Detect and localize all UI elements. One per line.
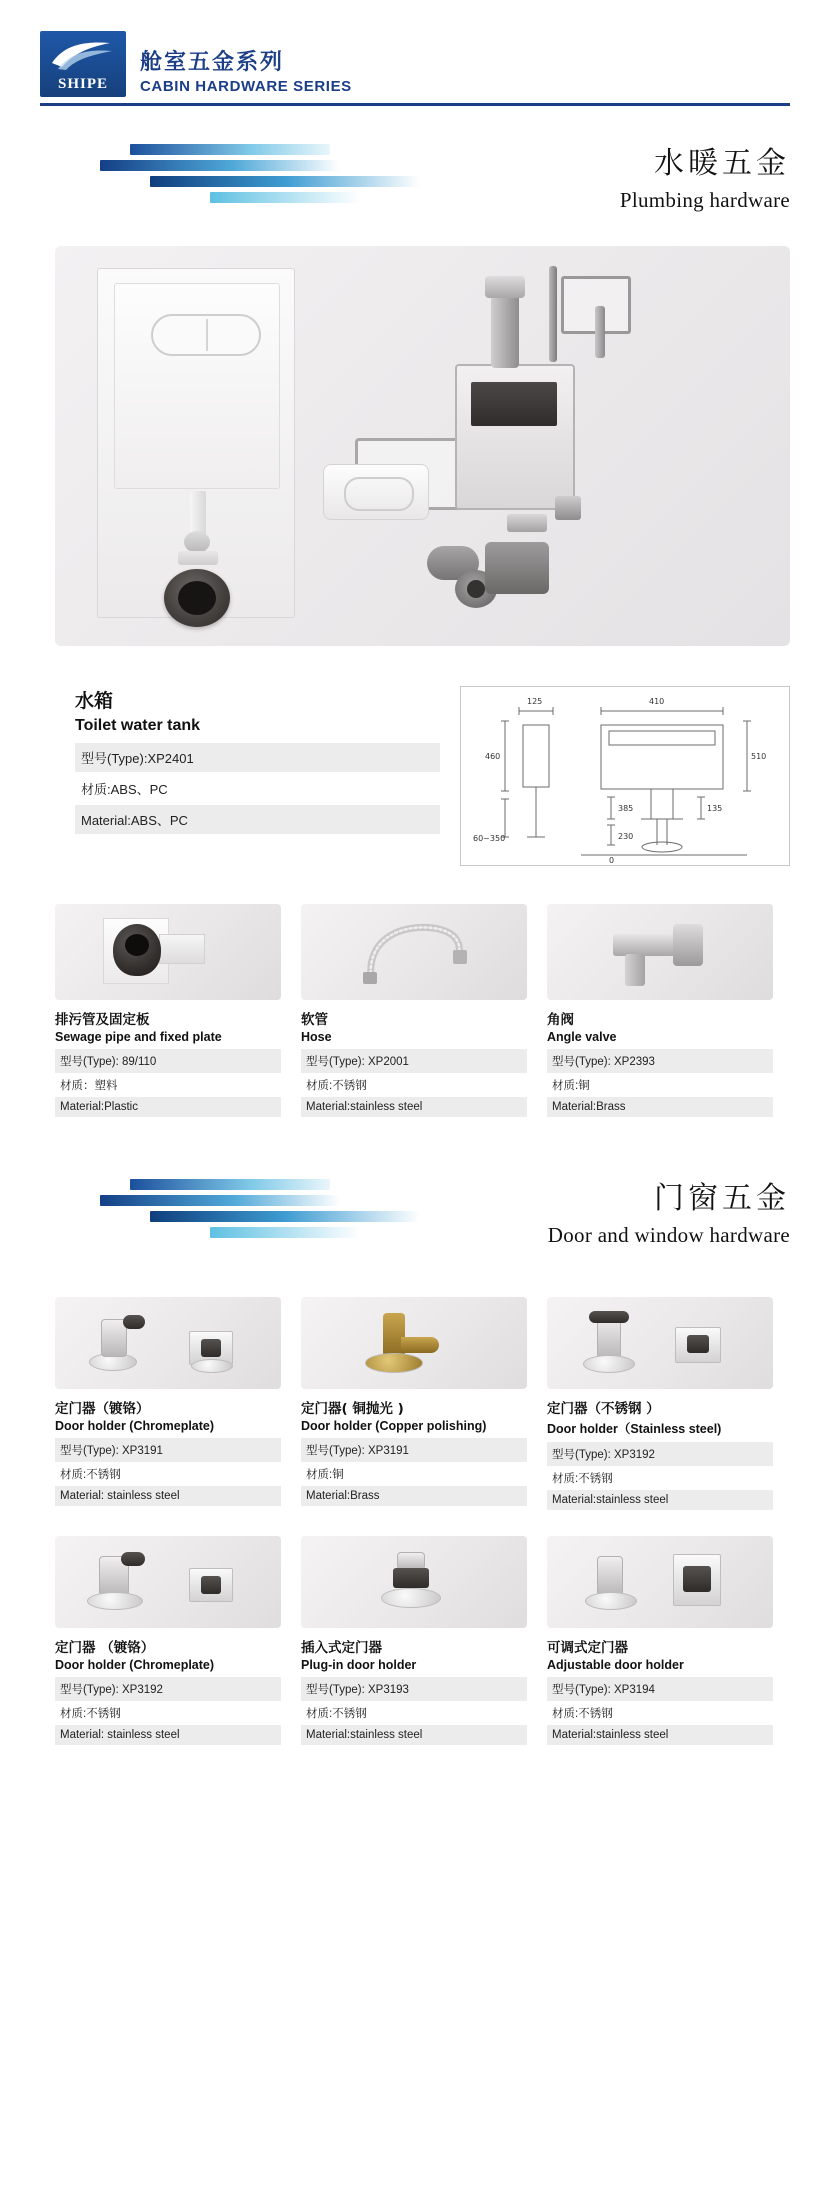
product-material-cn: 材质:铜 xyxy=(552,1080,590,1092)
product-name-cn: 排污管及固定板 xyxy=(55,1012,150,1028)
product-material-cn: 材质：塑料 xyxy=(60,1080,118,1092)
product-material-cn: 材质:不锈钢 xyxy=(60,1708,121,1720)
product-name-en: Angle valve xyxy=(547,1030,617,1044)
hose-art xyxy=(359,920,469,986)
flush-plate-art xyxy=(151,314,261,356)
catalog-page xyxy=(0,28,830,2196)
product-material-cn: 材质:不锈钢 xyxy=(60,1469,121,1481)
product-type: 型号(Type): XP2001 xyxy=(301,1049,527,1073)
cistern-inner-art xyxy=(114,283,280,489)
tank-info xyxy=(40,686,440,836)
product-name-cn: 定门器（镀铬） xyxy=(55,1401,150,1417)
product-card xyxy=(301,1297,527,1510)
section-title-cn: 水暖五金 xyxy=(654,146,790,181)
tank-technical-drawing xyxy=(460,686,790,866)
dim-125: 125 xyxy=(527,697,543,706)
product-name-cn: 定门器（不锈钢 ） xyxy=(547,1401,660,1417)
dim-385: 385 xyxy=(618,804,634,813)
product-image-door-holder-brass xyxy=(301,1297,527,1389)
drawing-svg xyxy=(461,687,789,865)
brass-lever-art xyxy=(401,1337,439,1353)
tank-name-en: Toilet water tank xyxy=(75,717,201,734)
adjustable-body-art xyxy=(597,1556,623,1596)
product-name-en: Sewage pipe and fixed plate xyxy=(55,1030,222,1044)
chrome-catch-slot-art xyxy=(201,1576,221,1594)
bar-1 xyxy=(130,1179,330,1190)
product-name-en: Door holder (Chromeplate) xyxy=(55,1658,215,1672)
section-title-cn: 门窗五金 xyxy=(654,1181,790,1216)
valve-stem-art xyxy=(625,954,645,986)
product-name-cn: 定门器( 铜抛光 ) xyxy=(301,1401,404,1417)
product-card xyxy=(55,904,281,1117)
product-image-plugin-holder xyxy=(301,1536,527,1628)
tank-material-cn: 材质:ABS、PC xyxy=(81,782,168,797)
steel-base-art xyxy=(583,1355,635,1373)
product-name-cn: 可调式定门器 xyxy=(547,1640,628,1656)
tank-type: 型号(Type):XP2401 xyxy=(75,743,440,772)
bar-2 xyxy=(100,160,340,171)
product-type: 型号(Type): 89/110 xyxy=(55,1049,281,1073)
section-title-door xyxy=(548,1173,790,1248)
decorative-bars xyxy=(60,144,420,208)
page-header xyxy=(40,28,790,106)
product-name-en: Door holder (Chromeplate) xyxy=(55,1419,215,1433)
product-image-sewage xyxy=(55,904,281,1000)
plugin-base-art xyxy=(381,1588,441,1608)
dim-0: 0 xyxy=(609,856,615,865)
product-material-en: Material:stainless steel xyxy=(301,1725,527,1745)
product-material-cn: 材质:铜 xyxy=(306,1469,344,1481)
product-name-cn: 插入式定门器 xyxy=(301,1640,382,1656)
catch-base-art xyxy=(191,1359,233,1373)
product-type: 型号(Type): XP3193 xyxy=(301,1677,527,1701)
section-title-en: Door and window hardware xyxy=(547,1223,790,1247)
product-name-en: Door holder (Copper polishing) xyxy=(301,1419,487,1433)
sewage-tube-art xyxy=(159,934,205,964)
product-material-en: Material:Brass xyxy=(301,1486,527,1506)
product-material-en: Material: stainless steel xyxy=(55,1486,281,1506)
chrome-base-art xyxy=(87,1592,143,1610)
product-type: 型号(Type): XP3191 xyxy=(301,1438,527,1462)
product-image-valve xyxy=(547,904,773,1000)
product-name-en: Hose xyxy=(301,1030,332,1044)
nut-art xyxy=(555,496,581,520)
product-type: 型号(Type): XP2393 xyxy=(547,1049,773,1073)
door-product-grid-row1 xyxy=(55,1297,790,1510)
section-banner-door xyxy=(40,1171,790,1263)
logo-text: SHIPE xyxy=(57,76,108,92)
valve-head-art xyxy=(673,924,703,966)
panel-plate-art xyxy=(323,464,429,520)
coupler-art xyxy=(507,514,547,532)
header-title-en: CABIN HARDWARE SERIES xyxy=(140,78,352,95)
brass-base-art xyxy=(365,1353,423,1373)
dim-60-350: 60~350 xyxy=(473,834,506,843)
tank-material-en: Material:ABS、PC xyxy=(75,805,440,834)
cistern-frame-art xyxy=(97,268,295,618)
adjustable-base-art xyxy=(585,1592,637,1610)
product-type: 型号(Type): XP3192 xyxy=(55,1677,281,1701)
product-material-en: Material:stainless steel xyxy=(547,1490,773,1510)
product-name-en: Adjustable door holder xyxy=(547,1658,684,1672)
product-name-cn: 角阀 xyxy=(547,1012,574,1028)
tank-name-cn: 水箱 xyxy=(75,690,114,712)
rod-b-art xyxy=(595,306,605,358)
hero-product-image xyxy=(55,246,790,646)
product-image-hose xyxy=(301,904,527,1000)
section-banner-plumbing xyxy=(40,136,790,228)
product-image-door-holder-chrome-2 xyxy=(55,1536,281,1628)
product-material-cn: 材质:不锈钢 xyxy=(552,1473,613,1485)
company-logo xyxy=(40,31,126,97)
catch-slot-art xyxy=(201,1339,221,1357)
door-product-grid-row2 xyxy=(55,1536,790,1745)
product-material-en: Material: stainless steel xyxy=(55,1725,281,1745)
mechanism-box-art xyxy=(455,364,575,510)
dim-460: 460 xyxy=(485,752,501,761)
dim-510: 510 xyxy=(751,752,767,761)
big-pipe-art xyxy=(485,542,549,594)
product-card xyxy=(301,904,527,1117)
header-title-cn: 舱室五金系列 xyxy=(140,49,285,75)
steel-top-art xyxy=(589,1311,629,1323)
product-image-adjustable-holder xyxy=(547,1536,773,1628)
decorative-bars-2 xyxy=(60,1179,420,1243)
product-material-cn: 材质:不锈钢 xyxy=(306,1080,367,1092)
product-card xyxy=(55,1297,281,1510)
product-card xyxy=(547,1297,773,1510)
product-material-en: Material:Plastic xyxy=(55,1097,281,1117)
bar-3 xyxy=(150,176,420,187)
cistern-outlet-art xyxy=(164,569,230,627)
product-name-cn: 软管 xyxy=(301,1012,328,1028)
bar-4 xyxy=(210,192,360,203)
tank-section xyxy=(40,686,790,866)
lever-art xyxy=(123,1315,145,1329)
product-card xyxy=(55,1536,281,1745)
product-material-en: Material:stainless steel xyxy=(547,1725,773,1745)
bar-4 xyxy=(210,1227,360,1238)
chrome-lever-art xyxy=(121,1552,145,1566)
product-name-en: Plug-in door holder xyxy=(301,1658,417,1672)
section-title-plumbing xyxy=(620,138,790,213)
section-title-en: Plumbing hardware xyxy=(619,188,790,212)
product-type: 型号(Type): XP3191 xyxy=(55,1438,281,1462)
cistern-hole-art xyxy=(184,531,210,553)
product-image-door-holder-steel xyxy=(547,1297,773,1389)
steel-catch-slot-art xyxy=(687,1335,709,1353)
product-name-cn: 定门器 （镀铬） xyxy=(55,1640,155,1656)
product-card xyxy=(547,1536,773,1745)
dim-230: 230 xyxy=(618,832,634,841)
product-type: 型号(Type): XP3194 xyxy=(547,1677,773,1701)
product-type: 型号(Type): XP3192 xyxy=(547,1442,773,1466)
bar-2 xyxy=(100,1195,340,1206)
sewage-cone-art xyxy=(113,924,161,976)
adjustable-catch-slot-art xyxy=(683,1566,711,1592)
bar-3 xyxy=(150,1211,420,1222)
fill-valve-art xyxy=(491,294,519,368)
rod-a-art xyxy=(549,266,557,362)
header-titles xyxy=(140,49,352,98)
product-material-cn: 材质:不锈钢 xyxy=(552,1708,613,1720)
bar-1 xyxy=(130,144,330,155)
product-card xyxy=(547,904,773,1117)
fill-valve-cap-art xyxy=(485,276,525,298)
product-material-cn: 材质:不锈钢 xyxy=(306,1708,367,1720)
product-material-en: Material:Brass xyxy=(547,1097,773,1117)
plumbing-product-grid xyxy=(55,904,790,1117)
plugin-body-art xyxy=(393,1568,429,1588)
dim-410: 410 xyxy=(649,697,665,706)
product-card xyxy=(301,1536,527,1745)
product-material-en: Material:stainless steel xyxy=(301,1097,527,1117)
product-name-en: Door holder（Stainless steel) xyxy=(547,1422,722,1436)
dim-135: 135 xyxy=(707,804,723,813)
product-image-door-holder-chrome xyxy=(55,1297,281,1389)
cistern-ring-art xyxy=(178,551,218,565)
wave-icon xyxy=(50,39,114,71)
